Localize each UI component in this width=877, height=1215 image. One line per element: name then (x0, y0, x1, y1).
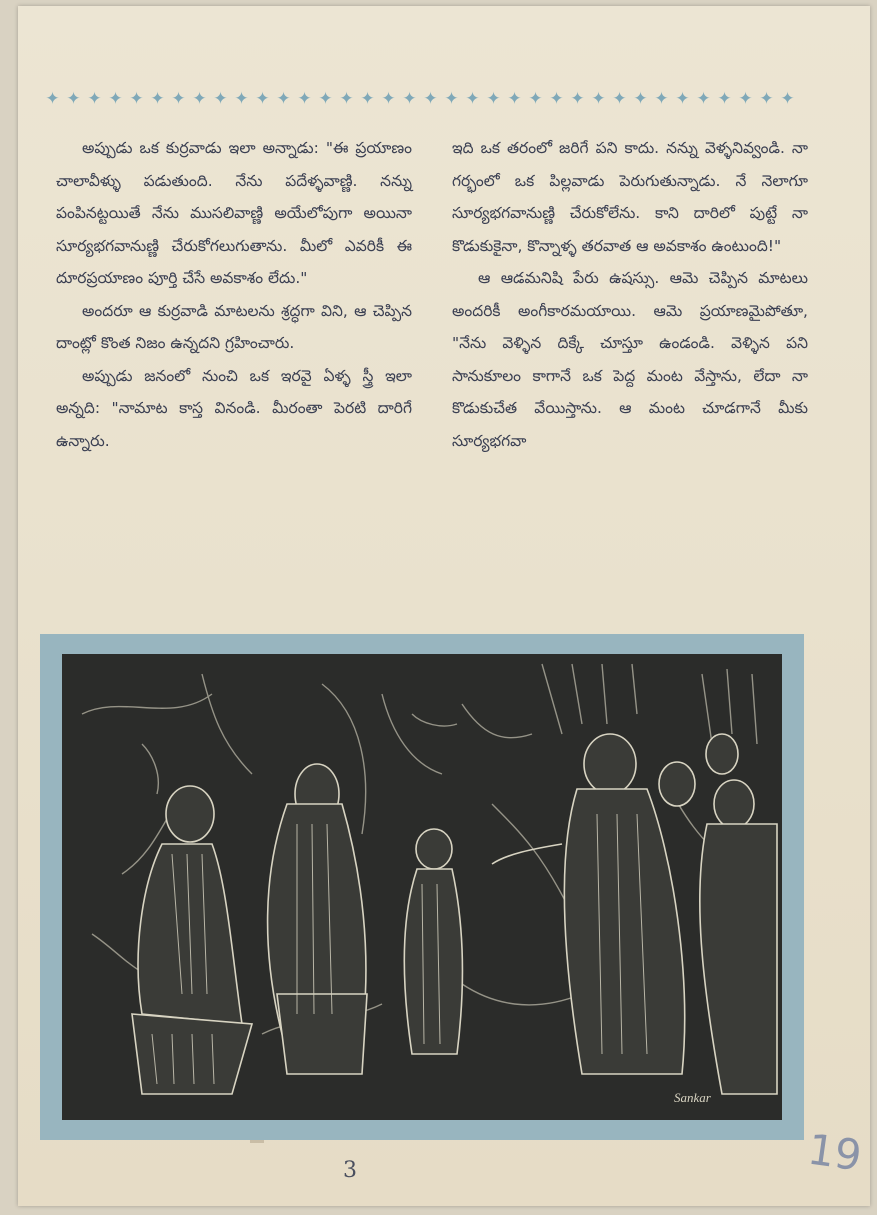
figure-watcher-head (659, 762, 695, 806)
ornament-star-icon: ✦ (549, 89, 564, 109)
ink-smudge (250, 1140, 264, 1143)
figure-watcher-head (714, 780, 754, 828)
ornament-star-icon: ✦ (465, 89, 480, 109)
paragraph: అప్పుడు జనంలో నుంచి ఒక ఇరవై ఏళ్ళ స్త్రీ ఇలా అన్నది: "నామాట కాస్త వినండి. మీరంతా పెరటి దారిగే ఉన్నారు. (56, 366, 412, 450)
ornament-star-icon: ✦ (255, 89, 270, 109)
ornament-star-icon: ✦ (171, 89, 186, 109)
ornament-star-icon: ✦ (339, 89, 354, 109)
text-columns (56, 132, 808, 612)
page-number: 3 (343, 1158, 357, 1183)
ornament-star-icon: ✦ (360, 89, 375, 109)
ornament-star-icon: ✦ (612, 89, 627, 109)
ornament-star-icon: ✦ (66, 89, 81, 109)
ornament-star-icon: ✦ (192, 89, 207, 109)
figure-child-body (404, 869, 462, 1054)
ornament-star-icon: ✦ (129, 89, 144, 109)
ornament-star-icon: ✦ (675, 89, 690, 109)
ornament-star-icon: ✦ (45, 89, 60, 109)
ornament-star-icon: ✦ (486, 89, 501, 109)
ornament-star-icon: ✦ (276, 89, 291, 109)
ornament-star-icon: ✦ (717, 89, 732, 109)
right-column (452, 132, 808, 612)
paragraph: అందరూ ఆ కుర్రవాడి మాటలను శ్రద్ధగా విని, ఆ చెప్పిన దాంట్లో కొంత నిజం ఉన్నదని గ్రహించారు. (56, 301, 412, 352)
ornament-star-icon: ✦ (570, 89, 585, 109)
ornament-star-icon: ✦ (423, 89, 438, 109)
ornament-star-icon: ✦ (108, 89, 123, 109)
figure-woman-skirt (277, 994, 367, 1074)
story-illustration (40, 634, 804, 1140)
ornament-star-icon: ✦ (150, 89, 165, 109)
figure-elder-head (584, 734, 636, 794)
ornament-star-icon: ✦ (633, 89, 648, 109)
ornament-star-icon: ✦ (87, 89, 102, 109)
paragraph: అప్పుడు ఒక కుర్రవాడు ఇలా అన్నాడు: "ఈ ప్రయాణం చాలావీళ్ళు పడుతుంది. నేను పదేళ్ళవాణ్ణి. నన్ను పంపినట్టయితే నేను ముసలివాణ్ణి అయేలోపుగా అయినా సూర్యభగవానుణ్ణి చేరుకోగలుగుతాను. మీలో ఎవరికీ ఈ దూరప్రయాణం పూర్తి చేసే అవకాశం లేదు." (56, 139, 412, 287)
ornament-star-icon: ✦ (654, 89, 669, 109)
figure-boy-skirt (132, 1014, 252, 1094)
ornament-star-icon: ✦ (402, 89, 417, 109)
ornament-star-icon: ✦ (297, 89, 312, 109)
artist-signature: Sankar (674, 1090, 711, 1105)
ornament-star-icon: ✦ (381, 89, 396, 109)
ornament-star-icon: ✦ (528, 89, 543, 109)
figure-child-head (416, 829, 452, 869)
paragraph: ఆ ఆడమనిషి పేరు ఉషస్సు. ఆమె చెప్పిన మాటలు అందరికీ అంగీకారమయాయి. ఆమె ప్రయాణమైపోతూ, "నేను వెళ్ళిన దిక్కే చూస్తూ ఉండండి. వెళ్ళిన పని సానుకూలం కాగానే ఒక పెద్ద మంట వేస్తాను, లేదా నా కొడుకుచేత వేయిస్తాను. ఆ మంట చూడగానే మీకు సూర్యభగవా (452, 269, 808, 450)
paragraph: ఇది ఒక తరంలో జరిగే పని కాదు. నన్ను వెళ్ళనివ్వండి. నా గర్భంలో ఒక పిల్లవాడు పెరుగుతున్నాడు. నే నెలాగూ సూర్యభగవానుణ్ణి చేరుకోలేను. కాని దారిలో పుట్టే నా కొడుకుకైనా, కొన్నాళ్ళ తరవాత ఆ అవకాశం ఉంటుంది!" (452, 139, 808, 255)
ornament-star-icon: ✦ (591, 89, 606, 109)
ornament-star-icon: ✦ (759, 89, 774, 109)
ornament-star-icon: ✦ (696, 89, 711, 109)
figure-boy-head (166, 786, 214, 842)
ornament-star-icon: ✦ (213, 89, 228, 109)
ornamental-border (42, 82, 798, 116)
ornament-star-icon: ✦ (507, 89, 522, 109)
engraving-image (62, 654, 782, 1120)
left-column (56, 132, 412, 612)
figure-watcher-head (706, 734, 738, 774)
margin-annotation: 19 (804, 1124, 865, 1181)
ornament-star-icon: ✦ (444, 89, 459, 109)
ornament-star-icon: ✦ (234, 89, 249, 109)
ornament-star-icon: ✦ (780, 89, 795, 109)
ornament-star-icon: ✦ (738, 89, 753, 109)
ornament-star-icon: ✦ (318, 89, 333, 109)
